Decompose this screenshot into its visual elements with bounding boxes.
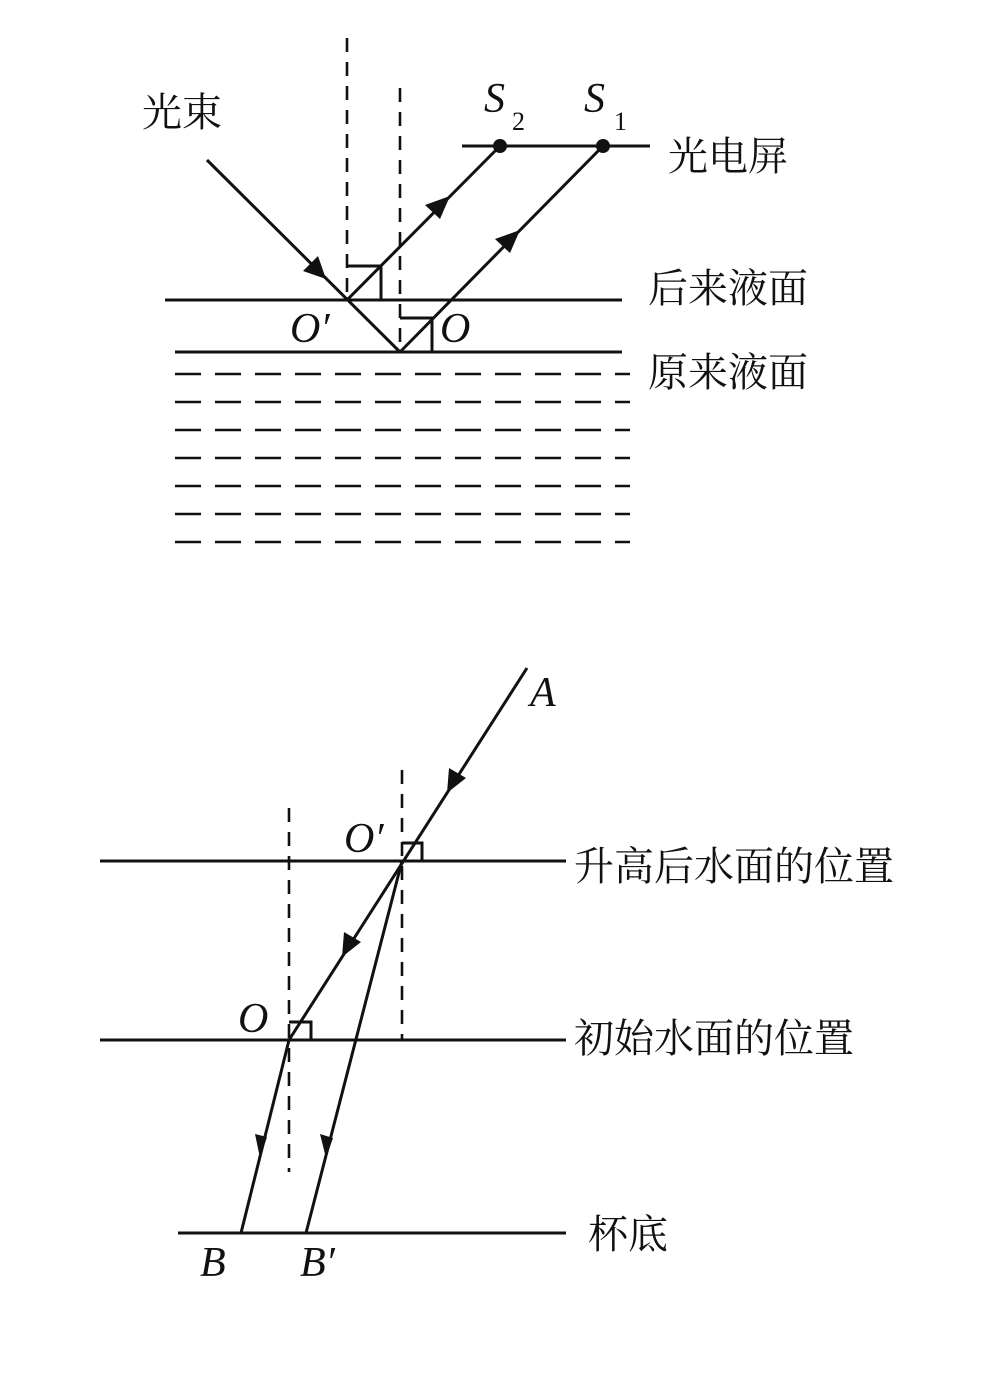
label-s2-subscript: 2 bbox=[512, 107, 525, 136]
reflected-ray-s2 bbox=[347, 146, 500, 300]
label-o-prime-fig2: O′ bbox=[344, 816, 384, 862]
refracted-arrow-b bbox=[255, 1134, 267, 1158]
refracted-ray-b-prime bbox=[306, 861, 402, 1233]
dot-s2 bbox=[493, 139, 507, 153]
incident-ray-a bbox=[289, 668, 527, 1040]
label-o-fig2: O bbox=[238, 996, 269, 1042]
label-s1: S bbox=[584, 76, 605, 122]
figure-reflection bbox=[142, 38, 808, 542]
label-b: B bbox=[200, 1240, 226, 1286]
reflected-arrow-s2 bbox=[425, 196, 450, 219]
liquid-hatching bbox=[175, 374, 630, 542]
label-cup-bottom: 杯底 bbox=[588, 1212, 668, 1258]
reflected-ray-s1 bbox=[400, 146, 603, 352]
label-beam: 光束 bbox=[142, 90, 222, 136]
incident-arrow-a bbox=[447, 768, 466, 793]
label-raised-surface: 升高后水面的位置 bbox=[574, 844, 894, 890]
label-new-surface: 后来液面 bbox=[648, 266, 808, 312]
figure-refraction bbox=[100, 668, 894, 1286]
label-a: A bbox=[530, 670, 556, 716]
reflected-arrow-s1 bbox=[495, 230, 520, 253]
label-s2: S bbox=[484, 76, 505, 122]
label-b-prime: B′ bbox=[300, 1240, 335, 1286]
label-o-prime-fig1: O′ bbox=[290, 306, 330, 352]
label-initial-surface: 初始水面的位置 bbox=[574, 1016, 854, 1062]
label-s1-subscript: 1 bbox=[614, 107, 627, 136]
label-old-surface: 原来液面 bbox=[648, 350, 808, 396]
label-screen: 光电屏 bbox=[668, 134, 788, 180]
dot-s1 bbox=[596, 139, 610, 153]
refracted-arrow-b-prime bbox=[320, 1134, 333, 1158]
incident-arrow-lower bbox=[342, 932, 361, 957]
label-o-fig1: O bbox=[440, 306, 471, 352]
